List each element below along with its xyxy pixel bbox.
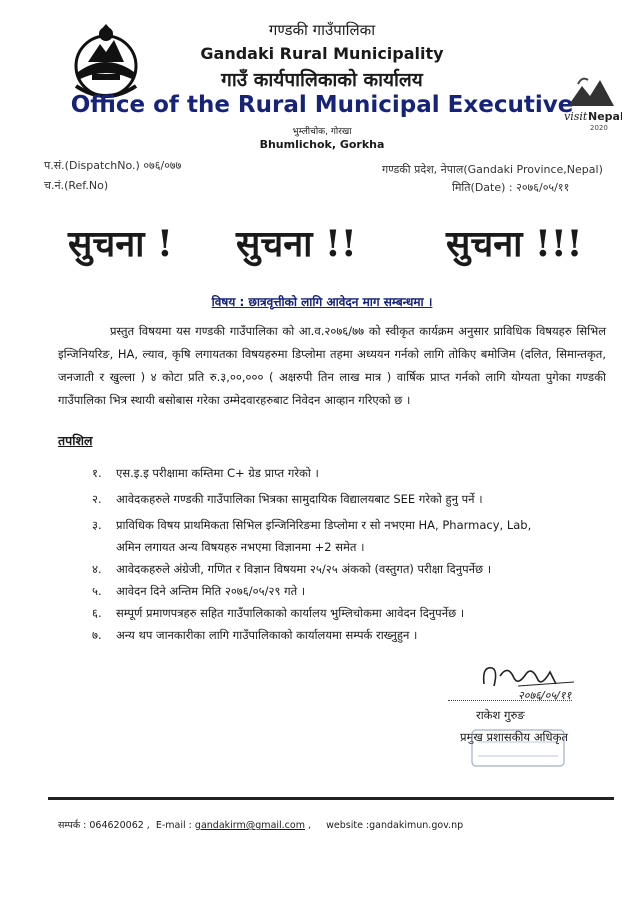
list-item [92,584,305,599]
list-item [92,492,483,507]
signatory-name: राकेश गुरुङ [476,708,525,722]
signature-line [448,700,572,701]
list-item [92,606,464,621]
details-heading: तपशिल [58,433,93,448]
address-english: Bhumlichok, Gorkha [259,138,385,151]
item-number: १. [92,466,102,480]
ref-number: च.नं.(Ref.No) [44,179,109,192]
item-text: आवेदकहरुले अंग्रेजी, गणित र विज्ञान विषयमा २५/२५ अंकको (वस्तुगत) परीक्षा दिनुपर्नेछ । [116,562,492,576]
office-name-nepali: गाउँ कार्यपालिकाको कार्यालय [221,69,423,91]
item-text: एस.इ.इ परीक्षामा कम्तिमा C+ ग्रेड प्राप्त गरेको । [116,466,319,480]
list-item [92,466,319,481]
svg-text:visit: visit [564,110,588,123]
item-text: आवेदकहरुले गण्डकी गाउँपालिका भित्रका सामुदायिक विद्यालयबाट SEE गरेको हुनु पर्ने । [116,492,483,506]
municipality-name-nepali: गण्डकी गाउँपालिका [268,21,376,39]
item-text: सम्पूर्ण प्रमाणपत्रहरु सहित गाउँपालिकाको कार्यालय भुम्लिचोकमा आवेदन दिनुपर्नेछ । [116,606,465,620]
list-item [92,518,531,533]
item-number: ६. [92,606,102,620]
body-paragraph: प्रस्तुत विषयमा यस गण्डकी गाउँपालिका को आ.व.२०७६/७७ को स्वीकृत कार्यक्रम अनुसार प्राविधिक विषयहरु सिभिल इन्जिनियरिङ, HA, ल्याव, कृषि लगायतका विषयहरुमा डिप्लोमा तहमा अध्ययन गर्नको लागि तोकिए बमोजिम (दलित, सिमान्तकृत, जनजाती र खुल्ला ) ४ कोटा प्रति रु.३,००,००० ( अक्षरुपी तिन लाख मात्र ) वार्षिक प्राप्त गर्नको लागि योग्यता पुगेका गण्डकी गाउँपालिका भित्र स्थायी बसोबास गरेका उम्मेदवारहरुबाट निवेदन आव्हान गरिएको छ । [58,324,606,407]
footer-email-label: E-mail : [155,820,192,831]
svg-text:Nepal: Nepal [588,110,622,123]
footer-contact: सम्पर्क : 064620062 , E-mail : gandakirm@gmail.com , website :gandakimun.gov.np [58,820,464,831]
municipality-name-english: Gandaki Rural Municipality [200,44,444,63]
signature-date: २०७६/०५/११ [518,689,572,702]
notice-heading-3: सुचना !!! [446,223,583,265]
address-nepali: भुम्लीचोक, गोरखा [292,127,352,137]
item-text: अन्य थप जानकारीका लागि गाउँपालिकाको कार्यालयमा सम्पर्क राख्नुहुन । [116,628,418,642]
notice-heading-2: सुचना !! [236,223,357,265]
footer-phone: सम्पर्क : 064620062 , [58,820,150,831]
list-item [92,562,491,577]
svg-text:2020: 2020 [590,124,608,132]
province-label: गण्डकी प्रदेश, नेपाल(Gandaki Province,Nepal) [382,163,603,176]
office-stamp [470,726,566,770]
list-item-continuation: अमिन लगायत अन्य विषयहरु नभएमा विज्ञानमा +2 समेत । [116,540,365,554]
notice-heading-1: सुचना ! [68,223,173,265]
item-number: ७. [92,628,102,642]
footer-website[interactable]: website :gandakimun.gov.np [326,820,464,831]
list-item [92,628,417,643]
item-text: प्राविधिक विषय प्राथमिकता सिभिल इन्जिनिरिङमा डिप्लोमा र सो नभएमा HA, Pharmacy, Lab, [116,518,532,532]
footer-divider [48,797,614,800]
subject-line: विषय : छात्रवृत्तीको लागि आवेदन माग सम्बन्धमा । [211,295,433,309]
item-number: ३. [92,518,102,532]
visit-nepal-logo [560,72,622,132]
item-number: २. [92,492,102,506]
signatory-title: प्रमुख प्रशासकीय अधिकृत [460,730,568,744]
item-number: ५. [92,584,102,598]
office-name-english: Office of the Rural Municipal Executive [70,92,574,118]
item-number: ४. [92,562,102,576]
footer-email-link[interactable]: gandakirm@gmail.com [194,820,305,831]
dispatch-number: प.सं.(DispatchNo.) ०७६/०७७ [44,159,182,172]
item-text: आवेदन दिने अन्तिम मिति २०७६/०५/२९ गते । [116,584,306,598]
document-date: मिति(Date) : २०७६/०५/११ [452,181,570,194]
